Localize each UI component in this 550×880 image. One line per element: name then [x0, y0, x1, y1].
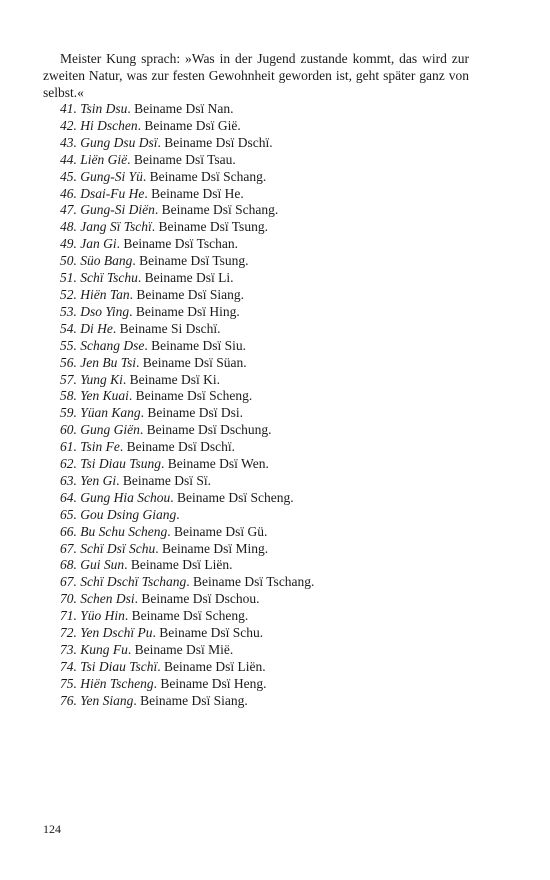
- entry-number: 42.: [60, 117, 77, 133]
- entry-number: 70.: [60, 591, 77, 607]
- entry-number: 67.: [60, 540, 77, 556]
- entry-detail: . Beiname Dsï Dschï.: [157, 134, 273, 150]
- entry-name: Gung Hia Schou: [80, 489, 171, 505]
- list-item: [43, 118, 469, 135]
- entry-number: 60.: [60, 422, 77, 438]
- list-item: [43, 625, 469, 642]
- list-item: [43, 439, 469, 456]
- entry-number: 66.: [60, 523, 77, 539]
- entry-number: 53.: [60, 303, 77, 319]
- entry-detail: . Beiname Dsï Ming.: [155, 540, 269, 556]
- entry-detail: . Beiname Si Dschï.: [112, 320, 221, 336]
- entry-number: 46.: [60, 185, 77, 201]
- list-item: [43, 169, 469, 186]
- entry-detail: . Beiname Dsï Siang.: [133, 692, 248, 708]
- entry-name: Schen Dsi: [80, 591, 135, 607]
- list-item: [43, 659, 469, 676]
- entry-name: Jan Gi: [80, 236, 117, 252]
- entry-name: Gung Dsu Dsï: [80, 134, 158, 150]
- entry-name: Tsin Dsu: [80, 101, 128, 116]
- disciples-list: [43, 101, 469, 710]
- entry-detail: . Beiname Dsï Wen.: [161, 456, 269, 472]
- entry-name: Yen Siang: [80, 692, 134, 708]
- entry-number: 44.: [60, 151, 77, 167]
- entry-number: 63.: [60, 472, 77, 488]
- entry-detail: . Beiname Dsï Hing.: [129, 303, 240, 319]
- entry-detail: . Beiname Dsï Tsung.: [132, 253, 249, 269]
- entry-detail: .: [176, 506, 180, 522]
- entry-detail: . Beiname Dsï Scheng.: [170, 489, 294, 505]
- entry-number: 71.: [60, 608, 77, 624]
- list-item: [43, 101, 469, 118]
- list-item: [43, 642, 469, 659]
- entry-name: Yen Dschï Pu: [80, 625, 153, 641]
- entry-detail: . Beiname Dsï Liën.: [124, 557, 233, 573]
- list-item: [43, 524, 469, 541]
- list-item: [43, 202, 469, 219]
- list-item: [43, 253, 469, 270]
- entry-name: Yung Ki: [80, 371, 123, 387]
- entry-number: 65.: [60, 506, 77, 522]
- list-item: [43, 693, 469, 710]
- entry-name: Yen Gi: [80, 472, 117, 488]
- entry-name: Yüan Kang: [80, 405, 141, 421]
- entry-name: Schï Tschu: [80, 270, 138, 286]
- entry-name: Kung Fu: [80, 642, 128, 657]
- list-item: [43, 388, 469, 405]
- entry-name: Hiën Tscheng: [80, 675, 154, 691]
- entry-name: Gou Dsing Giang: [80, 506, 177, 522]
- entry-name: Hi Dschen: [80, 117, 138, 133]
- entry-number: 49.: [60, 236, 77, 252]
- entry-detail: . Beiname Dsï Scheng.: [124, 608, 249, 624]
- entry-detail: . Beiname Dsï Heng.: [153, 675, 267, 691]
- list-item: [43, 422, 469, 439]
- list-item: [43, 186, 469, 203]
- list-item: [43, 676, 469, 693]
- entry-detail: . Beiname Dsï Siu.: [144, 337, 246, 353]
- page-number: 124: [43, 822, 61, 836]
- entry-name: Dsai-Fu He: [80, 185, 145, 201]
- entry-detail: . Beiname Dsï Süan.: [136, 354, 247, 370]
- list-item: [43, 608, 469, 625]
- entry-name: Di He: [80, 320, 113, 336]
- entry-name: Tsi Diau Tschï: [80, 658, 158, 674]
- entry-detail: . Beiname Dsï Dschung.: [139, 422, 272, 438]
- list-item: [43, 236, 469, 253]
- entry-number: 50.: [60, 253, 77, 269]
- entry-number: 52.: [60, 286, 77, 302]
- entry-number: 51.: [60, 270, 77, 286]
- entry-number: 45.: [60, 168, 77, 184]
- entry-number: 48.: [60, 219, 77, 235]
- entry-detail: . Beiname Dsï Sï.: [116, 472, 212, 488]
- entry-number: 58.: [60, 388, 77, 404]
- entry-number: 56.: [60, 354, 77, 370]
- entry-number: 72.: [60, 625, 77, 641]
- list-item: [43, 338, 469, 355]
- entry-detail: . Beiname Dsï Tsau.: [127, 151, 236, 167]
- list-item: [43, 355, 469, 372]
- entry-detail: . Beiname Dsï Dschou.: [134, 591, 260, 607]
- entry-number: 55.: [60, 337, 77, 353]
- entry-detail: . Beiname Dsï Tschan.: [116, 236, 239, 252]
- entry-name: Gung Giën: [80, 422, 140, 438]
- entry-name: Liën Giё: [80, 151, 128, 167]
- entry-detail: . Beiname Dsï Nan.: [127, 101, 234, 116]
- entry-detail: . Beiname Dsï He.: [144, 185, 244, 201]
- entry-number: 61.: [60, 439, 77, 455]
- entry-number: 74.: [60, 658, 77, 674]
- list-item: [43, 507, 469, 524]
- entry-number: 62.: [60, 456, 77, 472]
- list-item: [43, 473, 469, 490]
- entry-detail: . Beiname Dsï Li.: [137, 270, 234, 286]
- entry-name: Gui Sun: [80, 557, 125, 573]
- list-item: [43, 456, 469, 473]
- entry-detail: . Beiname Dsï Schang.: [142, 168, 267, 184]
- entry-detail: . Beiname Dsï Giё.: [137, 117, 241, 133]
- entry-detail: . Beiname Dsï Tschang.: [186, 574, 315, 590]
- entry-name: Yen Kuai: [80, 388, 129, 404]
- entry-name: Süo Bang: [80, 253, 133, 269]
- entry-detail: . Beiname Dsï Dschï.: [119, 439, 235, 455]
- entry-detail: . Beiname Dsï Scheng.: [128, 388, 253, 404]
- entry-name: Bu Schu Scheng: [80, 523, 168, 539]
- entry-number: 64.: [60, 489, 77, 505]
- intro-paragraph: Meister Kung sprach: »Was in der Jugend zustande kommt, das wird zur zweiten Natur, was zur festen Gewohnheit geworden ist, geht später ganz von selbst.«: [43, 51, 469, 100]
- entry-detail: . Beiname Dsï Dsi.: [140, 405, 244, 421]
- list-item: [43, 219, 469, 236]
- list-item: [43, 372, 469, 389]
- entry-number: 54.: [60, 320, 77, 336]
- entry-number: 73.: [60, 642, 77, 657]
- entry-detail: . Beiname Dsï Miё.: [127, 642, 234, 657]
- entry-number: 67.: [60, 574, 77, 590]
- entry-number: 68.: [60, 557, 77, 573]
- entry-detail: . Beiname Dsï Liën.: [157, 658, 266, 674]
- entry-detail: . Beiname Dsï Gü.: [167, 523, 268, 539]
- entry-detail: . Beiname Dsï Schu.: [152, 625, 264, 641]
- list-item: [43, 304, 469, 321]
- entry-name: Jen Bu Tsi: [80, 354, 137, 370]
- entry-name: Gung-Si Yü: [80, 168, 143, 184]
- entry-name: Schang Dse: [80, 337, 145, 353]
- entry-name: Tsi Diau Tsung: [80, 456, 162, 472]
- list-item: [43, 591, 469, 608]
- entry-name: Schï Dschï Tschang: [80, 574, 187, 590]
- entry-name: Schï Dsï Schu: [80, 540, 156, 556]
- entry-detail: . Beiname Dsï Schang.: [154, 202, 279, 218]
- entry-name: Tsin Fe: [80, 439, 120, 455]
- entry-name: Hiën Tan: [80, 286, 130, 302]
- list-item: [43, 541, 469, 558]
- list-item: [43, 270, 469, 287]
- entry-name: Gung-Si Diën: [80, 202, 155, 218]
- entry-name: Jang Sï Tschï: [80, 219, 152, 235]
- entry-name: Dso Ying: [80, 303, 130, 319]
- entry-number: 75.: [60, 675, 77, 691]
- list-item: [43, 490, 469, 507]
- entry-number: 76.: [60, 692, 77, 708]
- list-item: [43, 135, 469, 152]
- list-item: [43, 321, 469, 338]
- entry-detail: . Beiname Dsï Tsung.: [151, 219, 268, 235]
- entry-detail: . Beiname Dsï Ki.: [122, 371, 221, 387]
- entry-detail: . Beiname Dsï Siang.: [129, 286, 245, 302]
- entry-number: 57.: [60, 371, 77, 387]
- list-item: [43, 152, 469, 169]
- list-item: [43, 557, 469, 574]
- entry-number: 59.: [60, 405, 77, 421]
- list-item: [43, 574, 469, 591]
- entry-number: 41.: [60, 101, 77, 116]
- entry-name: Yüo Hin: [80, 608, 125, 624]
- entry-number: 47.: [60, 202, 77, 218]
- list-item: [43, 287, 469, 304]
- page-body: [43, 50, 469, 710]
- entry-number: 43.: [60, 134, 77, 150]
- list-item: [43, 405, 469, 422]
